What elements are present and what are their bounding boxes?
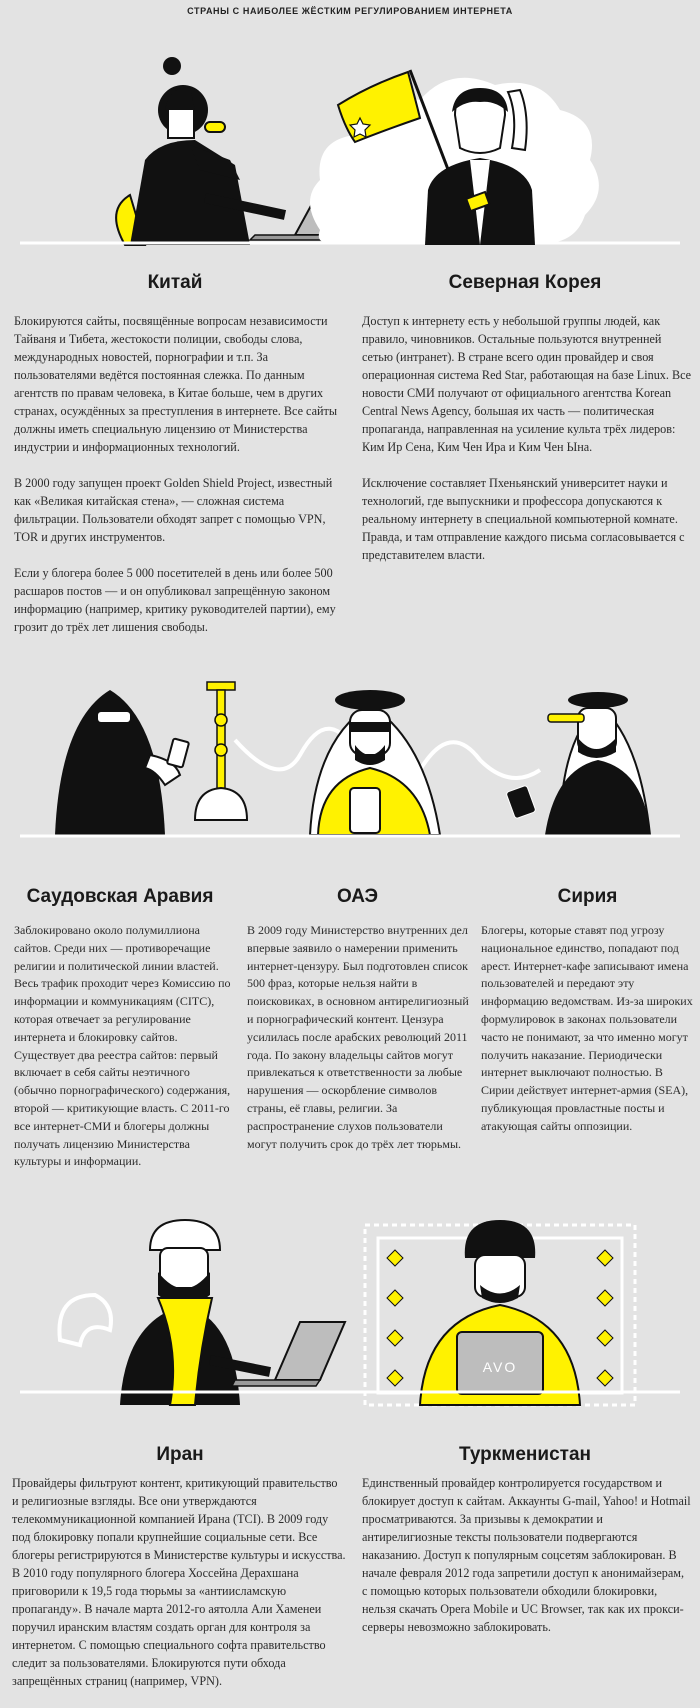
saudi-woman-icon bbox=[55, 690, 189, 835]
country-name-north-korea: Северная Корея bbox=[448, 272, 602, 293]
paragraph: В 2000 году запущен проект Golden Shield Project, известный как «Великая китайская стена», — сложная система фильтрации. Пользователи обходят запрет с помощью VPN, TOR и других инструментов. bbox=[14, 476, 333, 544]
paragraph: Блокируются сайты, посвящённые вопросам независимости Тайваня и Тибета, жестокости полиции, свободы слова, международных новостей, порнографии и т.п. За пользователями ведётся постоянная слежка. По данным агентств по правам человека, в Китае больше, чем в других странах, осуждённых за преступления в интернете. Все сайты должны иметь специальную лицензию от Министерства индустрии и информационных технологий. bbox=[14, 314, 338, 454]
hookah-icon bbox=[195, 682, 247, 820]
paragraph: Блогеры, которые ставят под угрозу национальное единство, попадают под арест. Интернет-кафе записывают имена пользователей и передают эту информацию ведомствам. Из-за широких формулировок в законах пользователи часто не понимают, за что именно могут получить наказание. Периодически интернет выключают полностью. В Сирии действует интернет-армия (SEA), публикующая провластные посты и атакующая сайты оппозиции. bbox=[481, 923, 693, 1133]
country-name-uae: ОАЭ bbox=[336, 886, 379, 907]
country-name-turkmenistan: Туркменистан bbox=[458, 1444, 591, 1465]
saudi-uae-syria-illustration bbox=[0, 660, 700, 850]
turkmen-man-icon bbox=[420, 1220, 580, 1405]
paragraph: В 2009 году Министерство внутренних дел впервые заявило о намерении применить интернет-цензуру. Был подготовлен список 500 фраз, которые нельзя найти в поисковиках, в основном антирелигиозный и порнографический контент. Цензура усилилась после арабских революций 2011 года. По закону владельцы сайтов могут привлекаться к ответственности за любые нарушения — оскорбление символов страны, её главы, религии. За распространение слухов пользователи могут получить срок до трёх лет тюрьмы. bbox=[247, 923, 469, 1151]
country-text-north-korea bbox=[362, 312, 692, 582]
paragraph: Исключение составляет Пхеньянский университет науки и технологий, где выпускники и профессора допускаются к реальному интернету в специальной компьютерной комнате. Правда, и там отправление каждого письма согласовывается с представителем власти. bbox=[362, 476, 685, 562]
country-name-saudi-arabia: Саудовская Аравия bbox=[26, 886, 214, 907]
country-text-turkmenistan bbox=[362, 1474, 692, 1654]
laptop-brand-label: AVO bbox=[482, 1359, 518, 1375]
country-text-china bbox=[14, 312, 347, 654]
china-north-korea-illustration bbox=[0, 30, 700, 260]
chair-icon bbox=[59, 1295, 111, 1345]
country-text-iran bbox=[12, 1474, 347, 1708]
paragraph: Если у блогера более 5 000 посетителей в день или более 500 расшаров постов — и он опубликовал запрещённую законом информацию (например, критику руководителей партии), ему грозит до трёх лет лишения свободы. bbox=[14, 566, 336, 634]
iranian-man-icon bbox=[120, 1220, 270, 1405]
phone-icon bbox=[167, 738, 189, 767]
paragraph: Единственный провайдер контролируется государством и блокирует доступ к сайтам. Аккаунты G-mail, Yahoo! и Hotmail просматриваются. За призывы к демократии и антирелигиозные тексты пользователи подвергаются наказанию. Доступ к популярным соцсетям заблокирован. В начале февраля 2012 года запретили доступ к анонимайзерам, с помощью которых пользователи обходили блокировки, нельзя скачать Opera Mobile и UC Browser, так как их прокси-серверы невозможно заблокировать. bbox=[362, 1476, 691, 1634]
phone-icon bbox=[350, 788, 380, 833]
paragraph: Провайдеры фильтруют контент, критикующий правительство и религиозные взгляды. Все они утверждаются телекоммуникационной компанией Ирана (TCI). В 2009 году под блокировку попали крупнейшие социальные сети. Все блогеры регистрируются в Министерстве культуры и искусства. В 2010 году популярного блогера Хоссейна Дерахшана приговорили к 19,5 года тюрьмы за «антиисламскую пропаганду». В начале марта 2012-го аятолла Али Хаменеи поручил иранским властям создать орган для контроля за интернетом. С помощью специального софта правительство следит за пользователями. Блокируются пути обхода запрещённых страниц (например, VPN). bbox=[12, 1476, 346, 1688]
iran-turkmenistan-illustration bbox=[0, 1210, 700, 1420]
country-name-iran: Иран bbox=[156, 1444, 204, 1465]
country-text-uae bbox=[247, 922, 469, 1171]
paragraph: Заблокировано около полумиллиона сайтов. Среди них — противоречащие религии и политической линии властей. Весь трафик проходит через Комиссию по информации и коммуникациям (CITC), которая отвечает за регулирование интернета и блокировку сайтов. Существует два реестра сайтов: первый включает в себя сайты неэтичного (обычно порнографического) содержания, второй — критикующие власть. С 2011-го все интернет-СМИ и блогеры должны получать лицензию Министерства культуры и информации. bbox=[14, 923, 231, 1169]
page-title: СТРАНЫ С НАИБОЛЕЕ ЖЁСТКИМ РЕГУЛИРОВАНИЕМ ИНТЕРНЕТА bbox=[187, 6, 513, 16]
uae-man-icon bbox=[310, 690, 440, 835]
cup-icon bbox=[205, 122, 225, 132]
chinese-woman-icon bbox=[130, 57, 285, 245]
paragraph: Доступ к интернету есть у небольшой группы людей, как правило, чиновников. Остальные пользуются внутренней сетью (интранет). В стране всего один провайдер и своя операционная система Red Star, работающая на базе Linux. Все новости СМИ получают от официального агентства Korean Central News Agency, большая их часть — политическая пропаганда, направленная на усиление культа трёх лидеров: Ким Ир Сена, Ким Чен Ира и Ким Чен Ына. bbox=[362, 314, 692, 454]
laptop-icon bbox=[232, 1322, 345, 1386]
country-name-china: Китай bbox=[147, 272, 203, 293]
phone-icon bbox=[506, 785, 536, 819]
country-text-syria bbox=[481, 922, 693, 1154]
country-text-saudi-arabia bbox=[14, 922, 232, 1189]
syrian-man-icon bbox=[506, 692, 650, 835]
country-name-syria: Сирия bbox=[557, 886, 618, 907]
pipe-icon bbox=[548, 714, 584, 722]
